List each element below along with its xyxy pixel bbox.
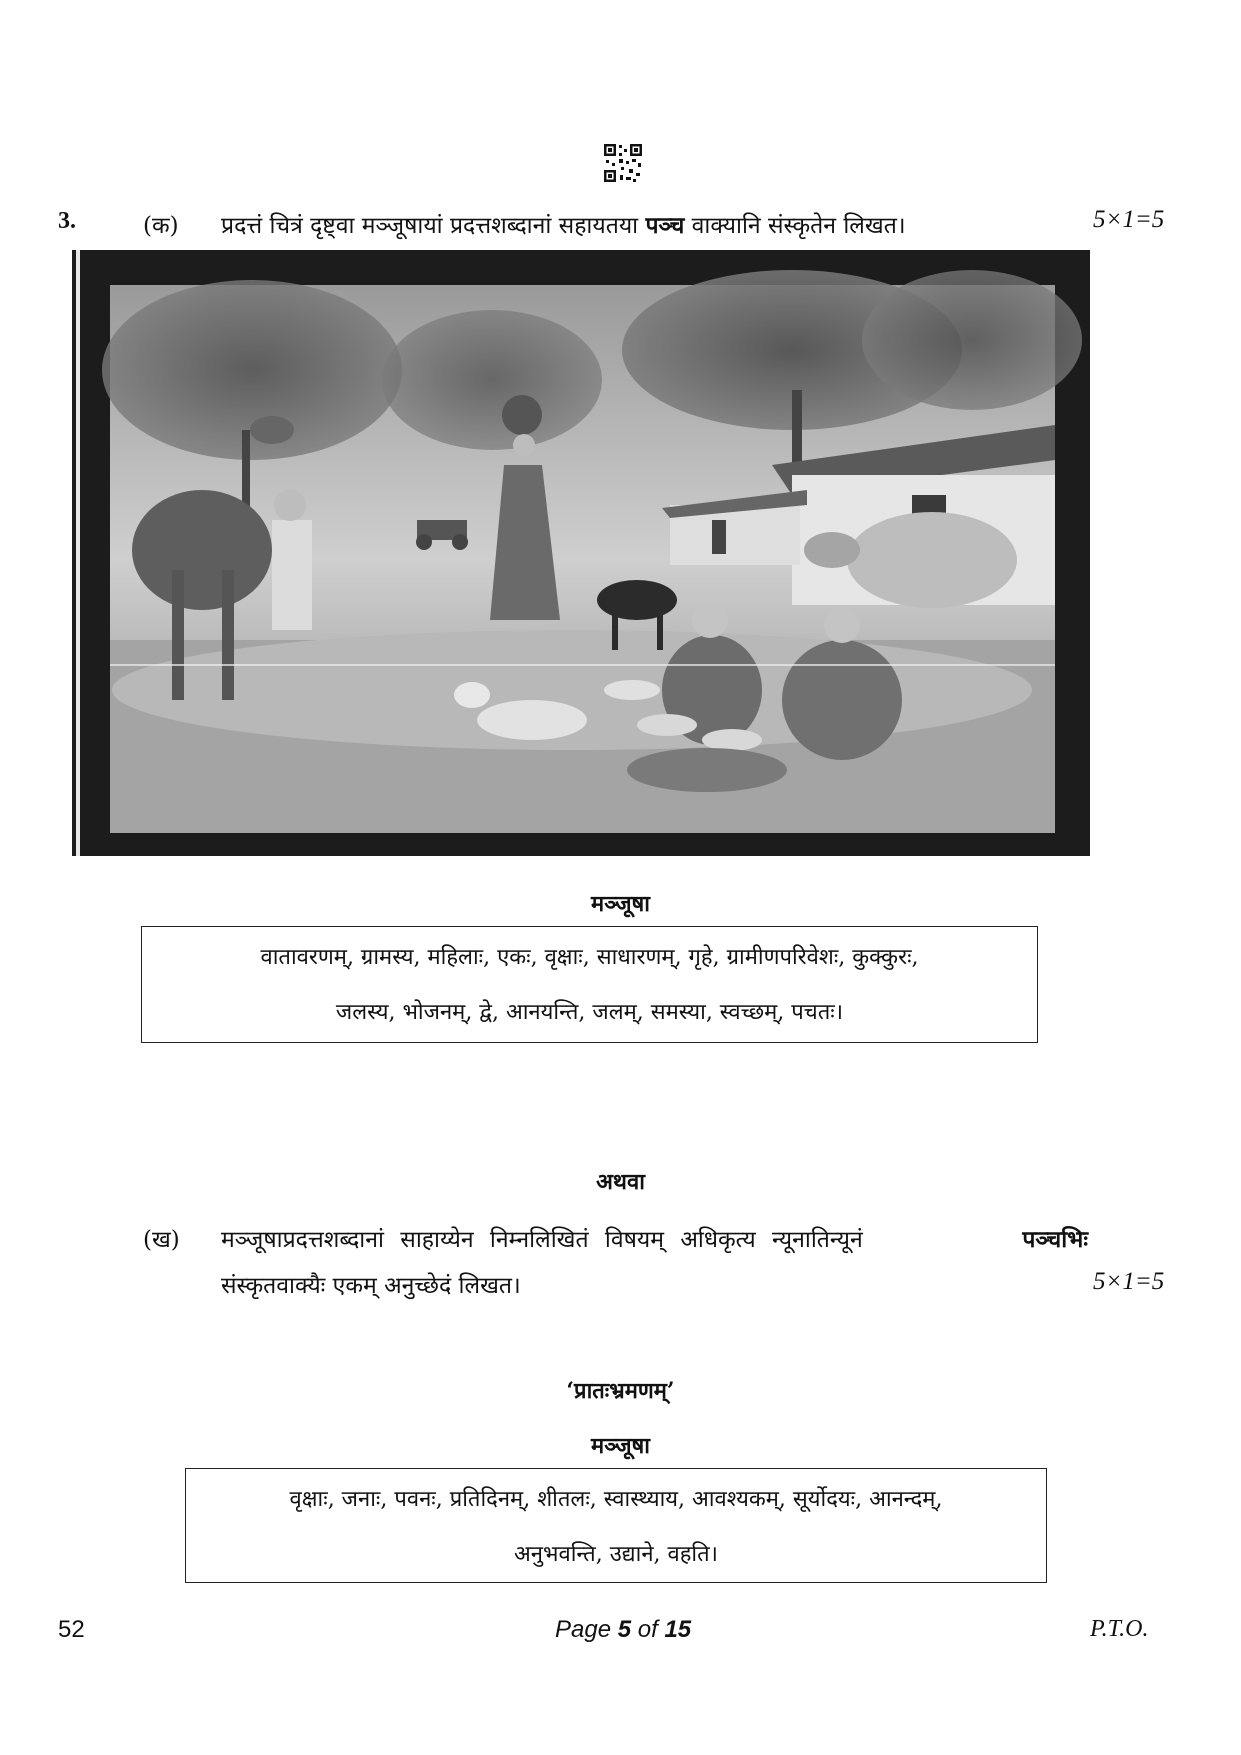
- qr-code-icon: [603, 143, 643, 183]
- question-a-marks: 5×1=5: [1093, 206, 1165, 233]
- page-total: 15: [664, 1616, 692, 1643]
- question-number: 3.: [58, 208, 76, 234]
- essay-topic: ‘प्रातःभ्रमणम्’: [566, 1378, 675, 1404]
- sub-question-label-kha: (ख): [143, 1227, 180, 1253]
- wordbox-b-line1: वृक्षाः, जनाः, पवनः, प्रतिदिनम्, शीतलः, स्वास्थ्याय, आवश्यकम्, सूर्योदयः, आनन्दम्,: [289, 1487, 943, 1512]
- question-b-line2: संस्कृतवाक्यैः एकम् अनुच्छेदं लिखत।: [221, 1273, 521, 1299]
- wordbox-b: [185, 1468, 1047, 1583]
- question-a-text-bold: पञ्च: [645, 212, 685, 239]
- wordbox-b-heading: मञ्जूषा: [591, 1433, 650, 1459]
- question-b-line1: [221, 1222, 1088, 1254]
- wordbox-a-heading: मञ्जूषा: [591, 891, 650, 917]
- paper-code: 52: [58, 1616, 85, 1643]
- question-b-line1-bold: पञ्चभिः: [1022, 1226, 1088, 1253]
- or-label: अथवा: [596, 1169, 645, 1195]
- page-prefix: Page: [555, 1616, 618, 1643]
- wordbox-a: [141, 926, 1038, 1043]
- sub-question-label-ka: (क): [143, 213, 179, 239]
- page-current: 5: [617, 1616, 632, 1643]
- question-a-text-after: वाक्यानि संस्कृतेन लिखत।: [691, 213, 906, 239]
- village-scene-picture: [72, 250, 1090, 856]
- question-b-line1-text: मञ्जूषाप्रदत्तशब्दानां साहाय्येन निम्नलिखितं विषयम् अधिकृत्य न्यूनातिन्यूनं: [221, 1227, 863, 1253]
- question-a-text: [221, 208, 906, 240]
- wordbox-a-line1: वातावरणम्, ग्रामस्य, महिलाः, एकः, वृक्षाः, साधारणम्, गृहे, ग्रामीणपरिवेशः, कुक्कुरः,: [260, 945, 919, 970]
- question-b-marks: 5×1=5: [1093, 1268, 1165, 1295]
- question-a-text-before: प्रदत्तं चित्रं दृष्ट्वा मञ्जूषायां प्रदत्तशब्दानां सहायतया: [221, 213, 639, 239]
- page-mid: of: [631, 1616, 665, 1643]
- wordbox-b-line2: अनुभवन्ति, उद्याने, वहति।: [513, 1542, 719, 1567]
- page-number: [555, 1616, 691, 1644]
- wordbox-a-line2: जलस्य, भोजनम्, द्वे, आनयन्ति, जलम्, समस्या, स्वच्छम्, पचतः।: [335, 1000, 844, 1025]
- pto-label: P.T.O.: [1090, 1616, 1149, 1642]
